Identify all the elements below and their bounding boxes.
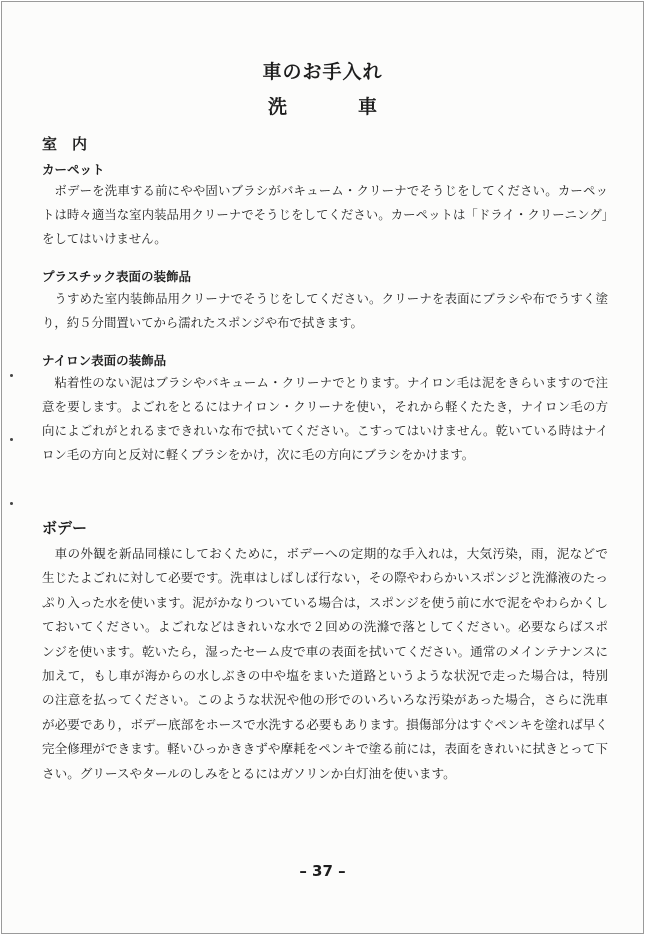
margin-mark [10,438,13,441]
subheading-carpet: カーペット [42,162,105,177]
paragraph-body: 車の外観を新品同様にしておくために，ボデーへの定期的な手入れは，大気汚染，雨，泥などで生じたよごれに対して必要です。洗車はしばしば行ない，その際やわらかいスポンジと洗滌液のたっぷり入った水を使います。泥がかなりついている場合は，スポンジを使う前に水で泥をやわらかくしておいてください。よごれなどはきれいな水で２回めの洗滌で落としてください。必要ならばスポンジを使います。乾いたら，湿ったセーム皮で車の表面を拭いてください。通常のメインテナンスに加えて，もし車が海からの水しぶきの中や塩をまいた道路というような状況で走った場合は，特別の注意を払ってください。このような状況や他の形でのいろいろな汚染があった場合，さらに洗車が必要であり，ボデー底部をホースで水洗する必要もあります。損傷部分はすぐペンキを塗れば早く完全修理ができます。軽いひっかききずや摩耗をペンキで塗る前には，表面をきれいに拭きとって下さい。グリースやタールのしみをとるにはガソリンか白灯油を使います。 [42,546,608,781]
page-number: – 37 – [299,862,346,880]
section-heading-interior: 室 内 [42,135,88,153]
margin-mark [10,502,13,505]
section-heading-body: ボデー [42,519,88,537]
paragraph-nylon: 粘着性のない泥はブラシやバキューム・クリーナでとります。ナイロン毛は泥をきらいますので注意を要します。よごれをとるにはナイロン・クリーナを使い，それから軽くたたき，ナイロン毛の方向によごれがとれるまできれいな布で拭いてください。こすってはいけません。乾いている時はナイロン毛の方向と反対に軽くブラシをかけ，次に毛の方向にブラシをかけます。 [42,375,608,462]
margin-mark [10,374,13,377]
subheading-nylon: ナイロン表面の装飾品 [42,353,167,368]
page-subtitle: 洗 車 [267,96,403,118]
subheading-plastic: プラスチック表面の装飾品 [42,269,192,284]
paragraph-plastic: うすめた室内装飾品用クリーナでそうじをしてください。クリーナを表面にブラシや布でうすく塗り，約５分間置いてから濡れたスポンジや布で拭きます。 [42,291,608,330]
manual-page [1,1,644,934]
page-title: 車のお手入れ [262,61,383,83]
paragraph-carpet: ボデーを洗車する前にやや固いブラシがバキューム・クリーナでそうじをしてください。カーペットは時々適当な室内装品用クリーナでそうじをしてください。カーペットは「ドライ・クリーニング」をしてはいけません。 [42,183,608,246]
